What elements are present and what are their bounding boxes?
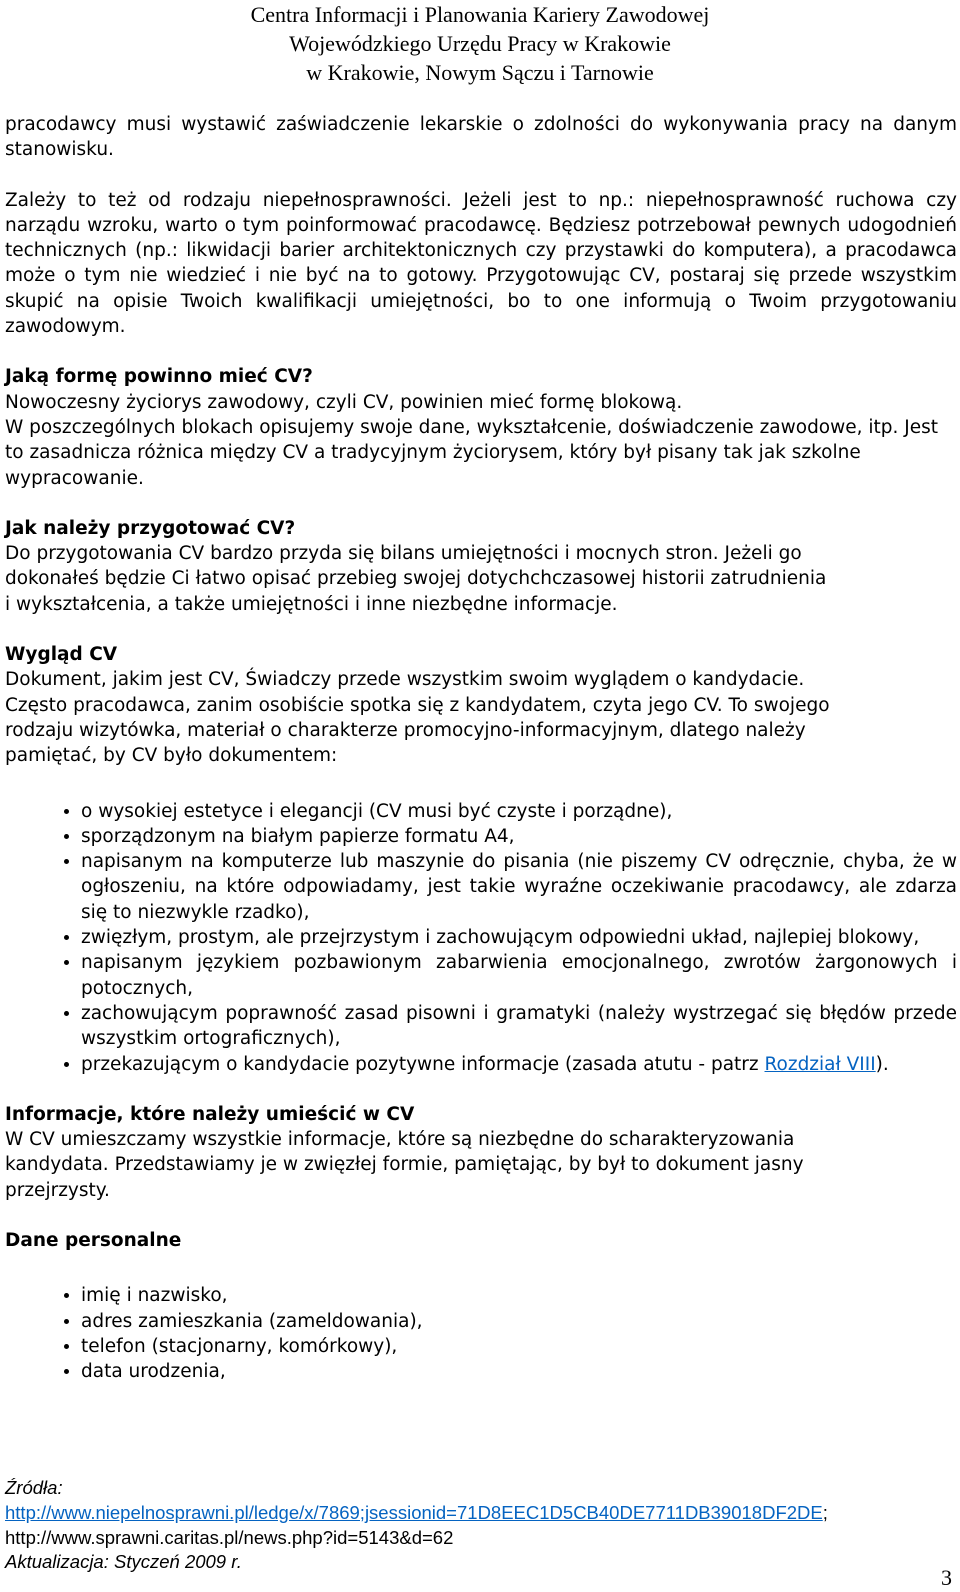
header-line-2: Wojewódzkiego Urzędu Pracy w Krakowie — [289, 31, 671, 56]
page-number: 3 — [941, 1565, 952, 1590]
source-link-1[interactable]: http://www.niepelnosprawni.pl/ledge/x/7869;jsessionid=71D8EEC1D5CB40DE7711DB39018DF2DE — [5, 1501, 823, 1523]
header-line-3: w Krakowie, Nowym Sączu i Tarnowie — [306, 60, 654, 85]
chapter-link[interactable]: Rozdział VIII — [764, 1053, 876, 1075]
heading-look: Wygląd CV — [5, 644, 118, 666]
heading-info: Informacje, które należy umieścić w CV — [5, 1103, 415, 1125]
sources-link-row-1 — [5, 1501, 957, 1526]
info-line-3: przejrzysty. — [5, 1179, 110, 1201]
list-item: • napisanym językiem pozbawionym zabarwienia emocjonalnego, zwrotów żargonowych i potocznych, — [81, 950, 957, 1001]
list-item-end: ). — [875, 1053, 889, 1075]
document-footer — [5, 1476, 957, 1575]
document-body — [5, 112, 957, 1384]
list-item — [81, 1052, 957, 1077]
look-bullet-list — [5, 799, 957, 1077]
source-link-separator: ; — [822, 1501, 828, 1523]
look-line-3: rodzaju wizytówka, materiał o charakterze promocyjno-informacyjnym, dlatego należy — [5, 719, 806, 741]
form-line-2: W poszczególnych blokach opisujemy swoje dane, wykształcenie, doświadczenie zawodowe, itp. Jest to zasadnicza różnica między CV a tradycyjnym życiorysem, który był pisany tak jak szkolne wypracowanie. — [5, 416, 939, 489]
form-line-1: Nowoczesny życiorys zawodowy, czyli CV, powinien mieć formę blokową. — [5, 391, 683, 413]
intro-paragraph-2: Zależy to też od rodzaju niepełnosprawności. Jeżeli jest to np.: niepełnosprawność ruchowa czy narządu wzroku, warto o tym poinformować pracodawcę. Będziesz potrzebował pewnych udogodnień technicznych (np.: likwidacji barier architektonicznych czy przystawki do komputera), a pracodawca może o tym nie wiedzieć i nie być na to gotowy. Przygotowując CV, postaraj się przede wszystkim skupić na opisie Twoich kwalifikacji umiejętności, bo to one informują o Twoim przygotowaniu zawodowym. — [5, 189, 957, 338]
look-line-4: pamiętać, by CV było dokumentem: — [5, 745, 338, 767]
personal-bullet-list — [5, 1283, 957, 1384]
prepare-line-1: Do przygotowania CV bardzo przyda się bilans umiejętności i mocnych stron. Jeżeli go — [5, 543, 802, 565]
source-link-2: http://www.sprawni.caritas.pl/news.php?id=5143&d=62 — [5, 1526, 454, 1548]
sources-label: Źródła: — [5, 1477, 63, 1498]
list-item: • o wysokiej estetyce i elegancji (CV musi być czyste i porządne), — [81, 799, 957, 824]
intro-paragraph-1: pracodawcy musi wystawić zaświadczenie lekarskie o zdolności do wykonywania pracy na danym stanowisku. — [5, 114, 957, 161]
list-item: • zwięzłym, prostym, ale przejrzystym i zachowującym odpowiedni układ, najlepiej blokowy, — [81, 925, 957, 950]
list-item: • adres zamieszkania (zameldowania), — [81, 1309, 957, 1334]
list-item: • imię i nazwisko, — [81, 1283, 957, 1308]
heading-form: Jaką formę powinno mieć CV? — [5, 366, 313, 388]
prepare-line-3: i wykształcenia, a także umiejętności i inne niezbędne informacje. — [5, 593, 618, 615]
info-line-1: W CV umieszczamy wszystkie informacje, które są niezbędne do scharakteryzowania — [5, 1129, 795, 1151]
look-line-1: Dokument, jakim jest CV, Świadczy przede wszystkim swoim wyglądem o kandydacie. — [5, 669, 805, 691]
list-item: • telefon (stacjonarny, komórkowy), — [81, 1334, 957, 1359]
document-header — [0, 0, 960, 87]
look-line-2: Często pracodawca, zanim osobiście spotka się z kandydatem, czyta jego CV. To swojego — [5, 694, 830, 716]
update-date: Aktualizacja: Styczeń 2009 r. — [5, 1551, 242, 1573]
list-item: • napisanym na komputerze lub maszynie do pisania (nie piszemy CV odręcznie, chyba, że w ogłoszeniu, na które odpowiadamy, jest takie wyraźne oczekiwanie pracodawcy, ale zdarza się to niezwykle rzadko), — [81, 849, 957, 925]
list-item: • sporządzonym na białym papierze formatu A4, — [81, 824, 957, 849]
prepare-line-2: dokonałeś będzie Ci łatwo opisać przebieg swojej dotychchczasowej historii zatrudnienia — [5, 568, 827, 590]
header-line-1: Centra Informacji i Planowania Kariery Zawodowej — [250, 2, 710, 27]
list-item: • data urodzenia, — [81, 1359, 957, 1384]
heading-personal: Dane personalne — [5, 1229, 182, 1251]
list-item-text: przekazującym o kandydacie pozytywne informacje (zasada atutu - patrz — [81, 1053, 765, 1075]
info-line-2: kandydata. Przedstawiamy je w zwięzłej formie, pamiętając, by był to dokument jasny — [5, 1154, 804, 1176]
list-item: • zachowującym poprawność zasad pisowni i gramatyki (należy wystrzegać się błędów przede wszystkim ortograficznych), — [81, 1001, 957, 1052]
heading-prepare: Jak należy przygotować CV? — [5, 517, 296, 539]
